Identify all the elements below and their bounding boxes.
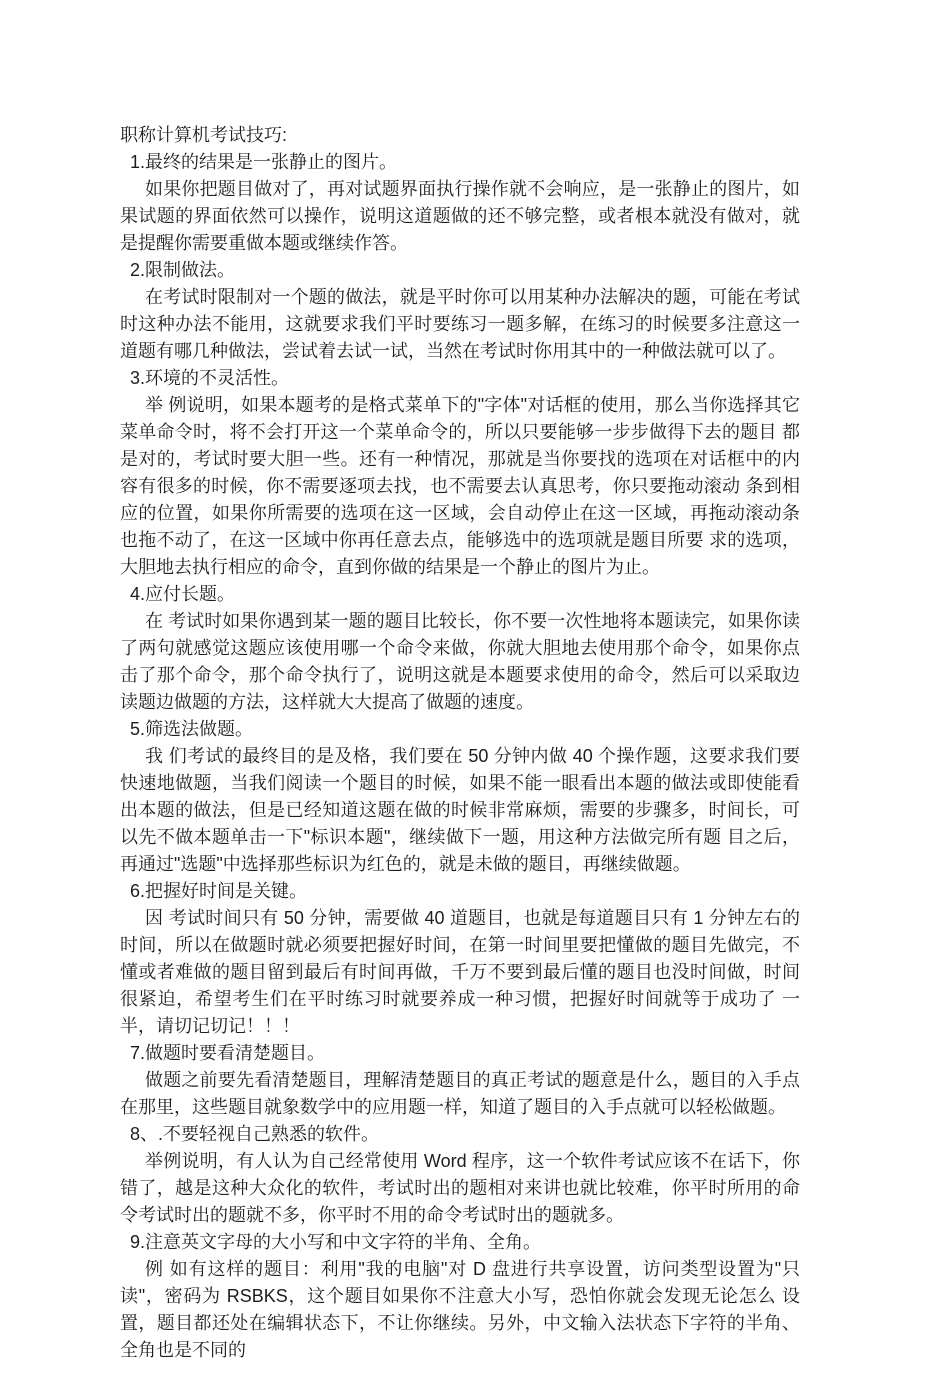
section-6-heading: 6.把握好时间是关键。: [130, 881, 308, 901]
doc-title: 职称计算机考试技巧:: [120, 125, 288, 145]
section-5-body: 我 们考试的最终目的是及格，我们要在 50 分钟内做 40 个操作题，这要求我们要快速地做题，当我们阅读一个题目的时候，如果不能一眼看出本题的做法或即使能看 出本题的做法，但是已经知道这题在做的时候非常麻烦，需要的步骤多，时间长，可以先不做本题单击一下"标识本题"，继续做下一题，用这种方法做完所有题 目之后，再通过"选题"中选择那些标识为红色的，就是未做的题目，再继续做题。: [120, 746, 800, 874]
section-9-heading: 9.注意英文字母的大小写和中文字符的半角、全角。: [130, 1232, 542, 1252]
section-6-body: 因 考试时间只有 50 分钟，需要做 40 道题目，也就是每道题目只有 1 分钟左右的时间，所以在做题时就必须要把握好时间，在第一时间里要把懂做的题目先做完，不 懂或者难做的题目留到最后有时间再做，千万不要到最后懂的题目也没时间做，时间很紧迫，希望考生们在平时练习时就要养成一种习惯，把握好时间就等于成功了 一半，请切记切记！！！: [120, 908, 800, 1036]
section-1-body: 如果你把题目做对了，再对试题界面执行操作就不会响应，是一张静止的图片，如果试题的界面依然可以操作，说明这道题做的还不够完整，或者根本就没有做对，就是提醒你需要重做本题或继续作答。: [120, 179, 800, 253]
section-5-heading: 5.筛选法做题。: [130, 719, 254, 739]
document-body: [120, 122, 800, 1364]
section-7-heading: 7.做题时要看清楚题目。: [130, 1043, 326, 1063]
section-3-body: 举 例说明，如果本题考的是格式菜单下的"字体"对话框的使用，那么当你选择其它菜单命令时，将不会打开这一个菜单命令的，所以只要能够一步步做得下去的题目 都是对的，考试时要大胆一些。还有一种情况，那就是当你要找的选项在对话框中的内容有很多的时候，你不需要逐项去找，也不需要去认真思考，你只要拖动滚动 条到相应的位置，如果你所需要的选项在这一区域，会自动停止在这一区域，再拖动滚动条也拖不动了，在这一区域中你再任意去点，能够选中的选项就是题目所要 求的选项，大胆地去执行相应的命令，直到你做的结果是一个静止的图片为止。: [120, 395, 800, 577]
section-1-heading: 1.最终的结果是一张静止的图片。: [130, 152, 398, 172]
section-8-body: 举例说明，有人认为自己经常使用 Word 程序，这一个软件考试应该不在话下，你错了，越是这种大众化的软件，考试时出的题相对来讲也就比较难，你平时所用的命令考试时出的题就不多，你平时不用的命令考试时出的题就多。: [120, 1151, 800, 1225]
section-4-body: 在 考试时如果你遇到某一题的题目比较长，你不要一次性地将本题读完，如果你读了两句就感觉这题应该使用哪一个命令来做，你就大胆地去使用那个命令，如果你点 击了那个命令，那个命令执行了，说明这就是本题要求使用的命令，然后可以采取边读题边做题的方法，这样就大大提高了做题的速度。: [120, 611, 800, 712]
section-4-heading: 4.应付长题。: [130, 584, 236, 604]
section-7-body: 做题之前要先看清楚题目，理解清楚题目的真正考试的题意是什么，题目的入手点在那里，这些题目就象数学中的应用题一样，知道了题目的入手点就可以轻松做题。: [120, 1070, 800, 1117]
section-9-body: 例 如有这样的题目：利用"我的电脑"对 D 盘进行共享设置，访问类型设置为"只读"，密码为 RSBKS，这个题目如果你不注意大小写，恐怕你就会发现无论怎么 设置，题目都还处在编辑状态下，不让你继续。另外，中文输入法状态下字符的半角、全角也是不同的: [120, 1259, 800, 1360]
section-8-heading: 8、.不要轻视自己熟悉的软件。: [130, 1124, 380, 1144]
section-2-heading: 2.限制做法。: [130, 260, 236, 280]
section-2-body: 在考试时限制对一个题的做法，就是平时你可以用某种办法解决的题，可能在考试时这种办法不能用，这就要求我们平时要练习一题多解，在练习的时候要多注意这一道题有哪几种做法，尝试着去试一试，当然在考试时你用其中的一种做法就可以了。: [120, 287, 800, 361]
section-3-heading: 3.环境的不灵活性。: [130, 368, 290, 388]
